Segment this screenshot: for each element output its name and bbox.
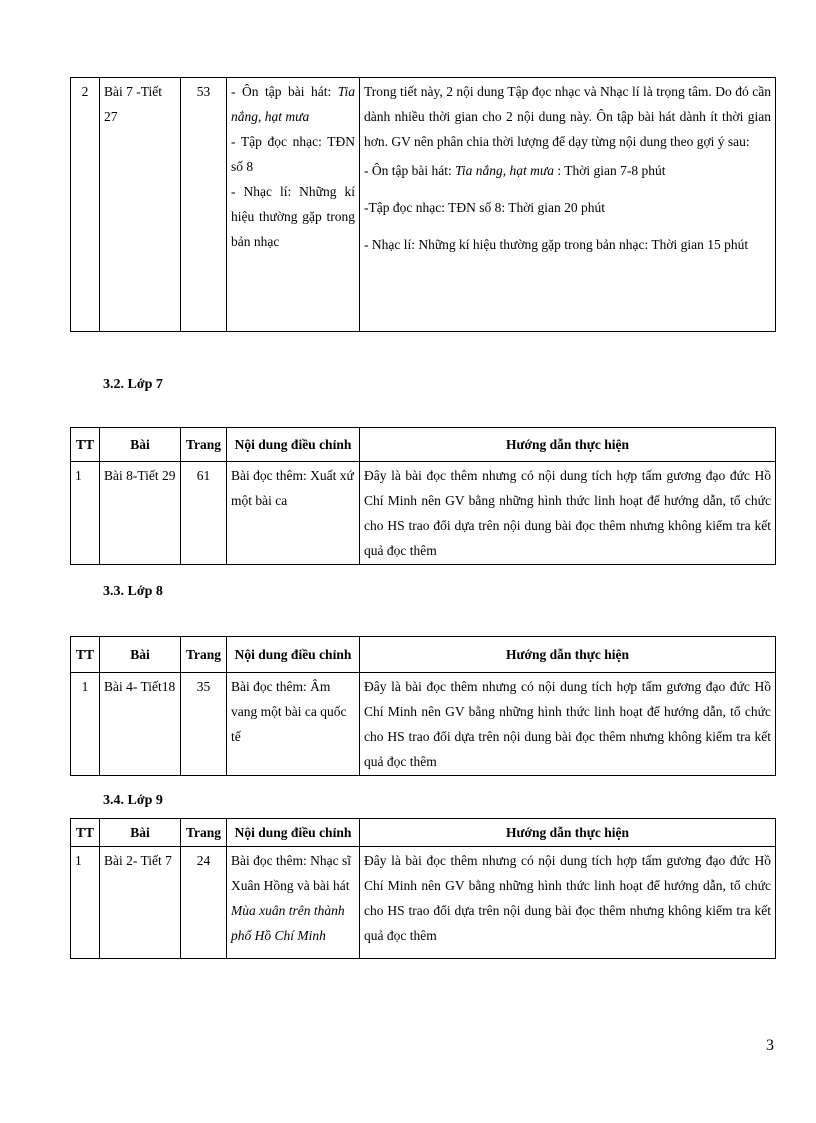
cell-noidung: Bài đọc thêm: Nhạc sĩ Xuân Hồng và bài hát Mùa xuân trên thành phố Hồ Chí Minh [227, 847, 360, 959]
cell-tt: 1 [71, 847, 100, 959]
cell-trang: 53 [181, 78, 227, 332]
noidung-item-2: - Tập đọc nhạc: TĐN số 8 [231, 134, 355, 174]
header-tt: TT [71, 819, 100, 847]
lop-9-table [70, 818, 776, 959]
cell-huongdan: Đây là bài đọc thêm nhưng có nội dung tích hợp tấm gương đạo đức Hồ Chí Minh nên GV bằng những hình thức linh hoạt để hướng dẫn, tổ chức cho HS trao đổi dựa trên nội dung bài đọc thêm nhưng không kiểm tra kết quả đọc thêm [360, 462, 776, 565]
header-bai: Bài [100, 819, 181, 847]
header-trang: Trang [181, 428, 227, 462]
huongdan-line-2: -Tập đọc nhạc: TĐN số 8: Thời gian 20 phút [364, 200, 605, 215]
lesson-table-continued [70, 77, 776, 332]
section-title-lop-9: 3.4. Lớp 9 [103, 793, 163, 808]
header-huongdan: Hướng dẫn thực hiện [360, 819, 776, 847]
table-row [71, 673, 776, 776]
lop-7-table [70, 427, 776, 565]
cell-noidung: Bài đọc thêm: Âm vang một bài ca quốc tế [227, 673, 360, 776]
header-huongdan: Hướng dẫn thực hiện [360, 428, 776, 462]
header-tt: TT [71, 637, 100, 673]
header-huongdan: Hướng dẫn thực hiện [360, 637, 776, 673]
cell-bai: Bài 4- Tiết18 [100, 673, 181, 776]
cell-huongdan: Đây là bài đọc thêm nhưng có nội dung tích hợp tấm gương đạo đức Hồ Chí Minh nên GV bằng những hình thức linh hoạt để hướng dẫn, tổ chức cho HS trao đổi dựa trên nội dung bài đọc thêm nhưng không kiểm tra kết quả đọc thêm [360, 673, 776, 776]
cell-trang: 35 [181, 673, 227, 776]
lop-8-table [70, 636, 776, 776]
table-header-row [71, 428, 776, 462]
cell-huongdan: Đây là bài đọc thêm nhưng có nội dung tích hợp tấm gương đạo đức Hồ Chí Minh nên GV bằng những hình thức linh hoạt để hướng dẫn, tổ chức cho HS trao đổi dựa trên nội dung bài đọc thêm nhưng không kiểm tra kết quả đọc thêm [360, 847, 776, 959]
cell-tt: 2 [71, 78, 100, 332]
header-tt: TT [71, 428, 100, 462]
header-bai: Bài [100, 428, 181, 462]
cell-bai: Bài 8-Tiết 29 [100, 462, 181, 565]
huongdan-intro: Trong tiết này, 2 nội dung Tập đọc nhạc và Nhạc lí là trọng tâm. Do đó cần dành nhiều thời gian cho 2 nội dung này. Ôn tập bài hát dành ít thời gian hơn. GV nên phân chia thời lượng để dạy từng nội dung theo gợi ý sau: [364, 84, 771, 149]
huongdan-line-1: - Ôn tập bài hát: Tia nắng, hạt mưa : Thời gian 7-8 phút [364, 163, 666, 178]
table-row [71, 847, 776, 959]
cell-trang: 24 [181, 847, 227, 959]
header-noidung: Nội dung điều chỉnh [227, 819, 360, 847]
huongdan-line-3: - Nhạc lí: Những kí hiệu thường gặp trong bản nhạc: Thời gian 15 phút [364, 237, 749, 252]
header-noidung: Nội dung điều chỉnh [227, 428, 360, 462]
table-row [71, 462, 776, 565]
cell-bai: Bài 7 -Tiết 27 [100, 78, 181, 332]
cell-trang: 61 [181, 462, 227, 565]
noidung-item-1: - Ôn tập bài hát: Tia nắng, hạt mưa [231, 84, 355, 124]
header-trang: Trang [181, 819, 227, 847]
noidung-item-3: - Nhạc lí: Những kí hiệu thường gặp trong bản nhạc [231, 184, 355, 249]
table-header-row [71, 637, 776, 673]
cell-noidung: Bài đọc thêm: Xuất xứ một bài ca [227, 462, 360, 565]
header-trang: Trang [181, 637, 227, 673]
header-noidung: Nội dung điều chỉnh [227, 637, 360, 673]
cell-tt: 1 [71, 462, 100, 565]
page-number: 3 [766, 1037, 774, 1054]
cell-huongdan [360, 78, 776, 332]
cell-noidung [227, 78, 360, 332]
table-row [71, 78, 776, 332]
section-title-lop-7: 3.2. Lớp 7 [103, 377, 163, 392]
header-bai: Bài [100, 637, 181, 673]
cell-bai: Bài 2- Tiết 7 [100, 847, 181, 959]
section-title-lop-8: 3.3. Lớp 8 [103, 584, 163, 599]
cell-tt: 1 [71, 673, 100, 776]
table-header-row [71, 819, 776, 847]
